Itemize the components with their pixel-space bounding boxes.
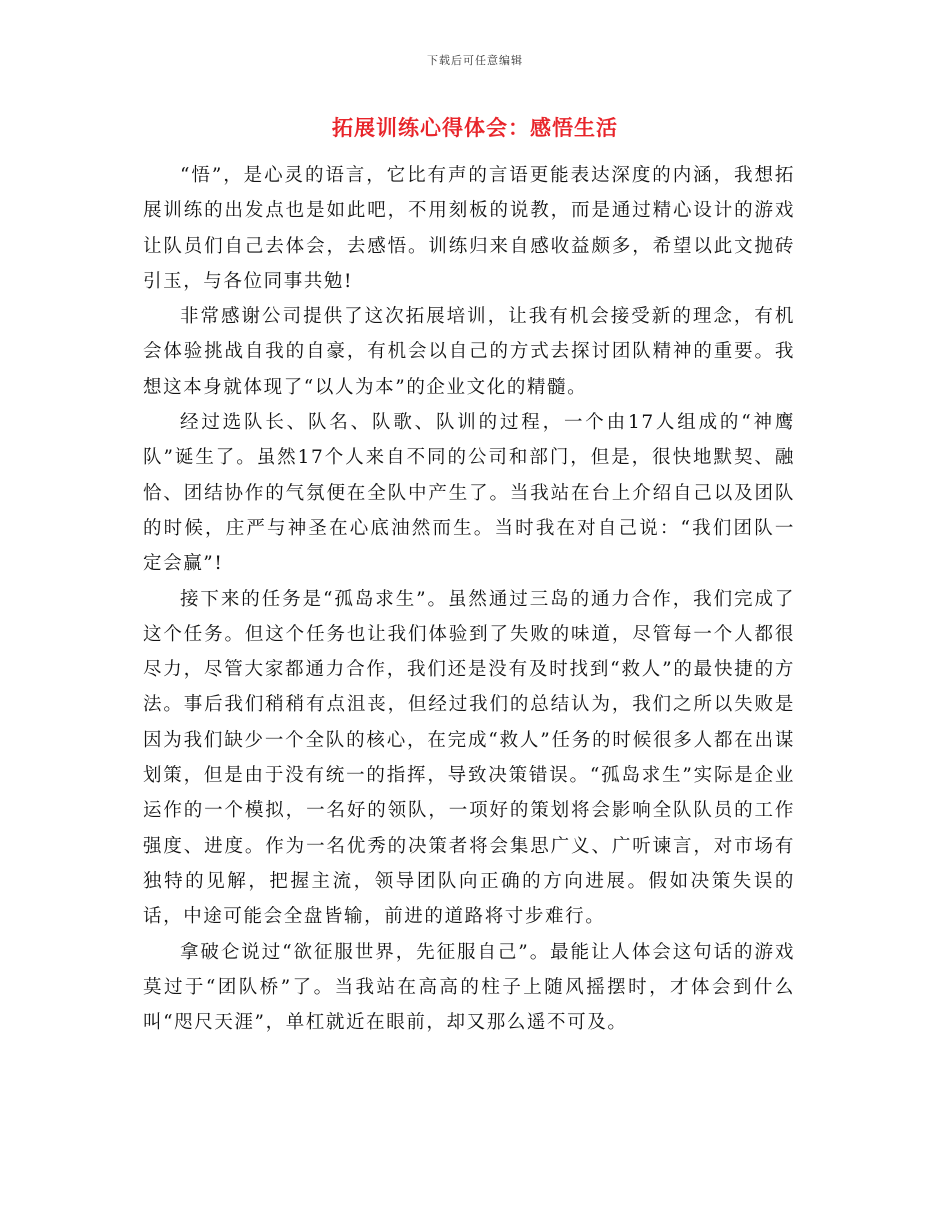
page-header-note: 下载后可任意编辑 [427, 54, 523, 67]
paragraph: “悟”，是心灵的语言，它比有声的言语更能表达深度的内涵，我想拓展训练的出发点也是如此吧，不用刻板的说教，而是通过精心设计的游戏让队员们自己去体会，去感悟。训练归来自感收益颇多，希望以此文抛砖引玉，与各位同事共勉! [143, 165, 795, 292]
paragraph: 拿破仑说过“欲征服世界，先征服自己”。最能让人体会这句话的游戏莫过于“团队桥”了。当我站在高高的柱子上随风摇摆时，才体会到什么叫“咫尺天涯”，单杠就近在眼前，却又那么遥不可及。 [143, 941, 795, 1034]
paragraph: 经过选队长、队名、队歌、队训的过程，一个由17人组成的“神鹰队”诞生了。虽然17个人来自不同的公司和部门，但是，很快地默契、融恰、团结协作的气氛便在全队中产生了。当我站在台上介绍自己以及团队的时候，庄严与神圣在心底油然而生。当时我在对自己说：“我们团队一定会赢”! [143, 412, 795, 575]
document-title: 拓展训练心得体会：感悟生活 [332, 115, 618, 140]
document-body [143, 158, 795, 1040]
paragraph: 非常感谢公司提供了这次拓展培训，让我有机会接受新的理念，有机会体验挑战自我的自豪，有机会以自己的方式去探讨团队精神的重要。我想这本身就体现了“以人为本”的企业文化的精髓。 [143, 306, 795, 398]
paragraph: 接下来的任务是“孤岛求生”。虽然通过三岛的通力合作，我们完成了这个任务。但这个任务也让我们体验到了失败的味道，尽管每一个人都很尽力，尽管大家都通力合作，我们还是没有及时找到“救人”的最快捷的方法。事后我们稍稍有点沮丧，但经过我们的总结认为，我们之所以失败是因为我们缺少一个全队的核心，在完成“救人”任务的时候很多人都在出谋划策，但是由于没有统一的指挥，导致决策错误。“孤岛求生”实际是企业运作的一个模拟，一名好的领队，一项好的策划将会影响全队队员的工作强度、进度。作为一名优秀的决策者将会集思广义、广听谏言，对市场有独特的见解，把握主流，领导团队向正确的方向进展。假如决策失误的话，中途可能会全盘皆输，前进的道路将寸步难行。 [143, 588, 795, 928]
